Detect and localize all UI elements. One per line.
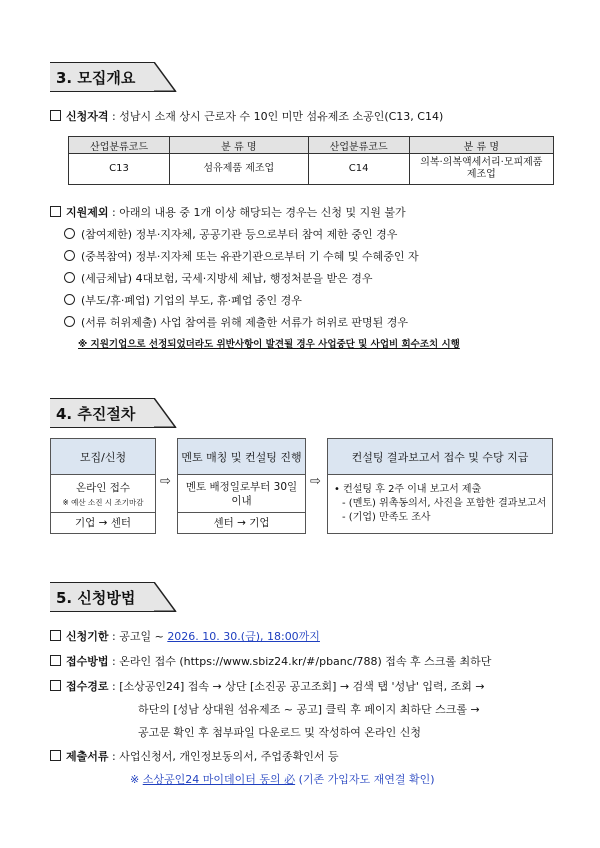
exclusion-text: : 아래의 내용 중 1개 이상 해당되는 경우는 신청 및 지원 불가 bbox=[112, 206, 406, 219]
step-1-foot: 기업 → 센터 bbox=[74, 517, 132, 529]
eligibility-text: : 성남시 소재 상시 근로자 수 10인 미만 섬유제조 소공인(C13, C14) bbox=[112, 110, 444, 123]
method-line bbox=[50, 655, 491, 669]
eligibility-label: 신청자격 bbox=[66, 110, 109, 123]
table-header: 분 류 명 bbox=[409, 137, 553, 154]
route-line-2: 하단의 [성남 상대원 섬유제조 ~ 공고] 클릭 후 페이지 최하단 스크롤 → bbox=[138, 703, 480, 716]
section-3-header bbox=[50, 62, 180, 92]
route-text: : [소상공인24] 접속 → 상단 [소진공 공고조회] → 검색 탭 '성남' 입력, 조회 → bbox=[112, 680, 485, 693]
exclusion-item-text: (부도/휴·폐업) 기업의 부도, 휴·폐업 중인 경우 bbox=[81, 294, 302, 307]
table-cell-line: 제조업 bbox=[466, 169, 496, 180]
checkbox-icon bbox=[50, 750, 61, 761]
period-line bbox=[50, 630, 320, 644]
checkbox-icon bbox=[50, 680, 61, 691]
process-step-2 bbox=[177, 438, 306, 534]
section-5-header bbox=[50, 582, 180, 612]
exclusion-item-text: (참여제한) 정부·지자체, 공공기관 등으로부터 참여 제한 중인 경우 bbox=[81, 228, 398, 241]
section-4-title: 4. 추진절차 bbox=[56, 405, 136, 423]
step-1-head: 모집/신청 bbox=[51, 439, 155, 475]
circle-bullet-icon bbox=[64, 272, 75, 283]
table-header: 산업분류코드 bbox=[69, 137, 170, 154]
table-cell-line: 의복·의복액세서리·모피제품 bbox=[420, 157, 543, 168]
checkbox-icon bbox=[50, 655, 61, 666]
checkbox-icon bbox=[50, 110, 61, 121]
header-tab-shape bbox=[154, 398, 184, 428]
step-3-list bbox=[334, 483, 546, 525]
docs-text: : 사업신청서, 개인정보동의서, 주업종확인서 등 bbox=[112, 750, 339, 763]
process-step-3 bbox=[327, 438, 553, 534]
period-label: 신청기한 bbox=[66, 630, 109, 643]
method-label: 접수방법 bbox=[66, 655, 109, 668]
industry-code-table bbox=[68, 136, 554, 185]
step-3-item: • 컨설팅 후 2주 이내 보고서 제출 bbox=[334, 484, 482, 495]
section-3-title: 3. 모집개요 bbox=[56, 69, 136, 87]
route-label: 접수경로 bbox=[66, 680, 109, 693]
checkbox-icon bbox=[50, 630, 61, 641]
header-tab-shape bbox=[154, 582, 184, 612]
process-step-1 bbox=[50, 438, 156, 534]
circle-bullet-icon bbox=[64, 316, 75, 327]
mydata-note bbox=[130, 773, 435, 787]
circle-bullet-icon bbox=[64, 228, 75, 239]
exclusion-item bbox=[64, 250, 419, 264]
circle-bullet-icon bbox=[64, 294, 75, 305]
step-3-item: - (기업) 만족도 조사 bbox=[342, 512, 431, 523]
method-text: : 온라인 접수 (https://www.sbiz24.kr/#/pbanc/788) 접속 후 스크롤 최하단 bbox=[112, 655, 492, 668]
exclusion-line bbox=[50, 206, 406, 220]
mydata-note-suffix: (기존 가입자도 재연결 확인) bbox=[295, 773, 435, 786]
exclusion-item bbox=[64, 272, 372, 286]
step-2-body-1: 멘토 배정일로부터 30일 bbox=[185, 481, 298, 493]
step-1-body: 온라인 접수 bbox=[75, 482, 131, 494]
header-tab-shape bbox=[154, 62, 184, 92]
section-5-title: 5. 신청방법 bbox=[56, 589, 136, 607]
step-2-foot: 센터 → 기업 bbox=[213, 517, 270, 529]
table-cell: C13 bbox=[69, 154, 170, 185]
deadline-text: 2026. 10. 30.(금), 18:00까지 bbox=[167, 630, 320, 643]
docs-label: 제출서류 bbox=[66, 750, 109, 763]
step-2-body-2: 이내 bbox=[231, 495, 252, 507]
exclusion-item bbox=[64, 316, 408, 330]
circle-bullet-icon bbox=[64, 250, 75, 261]
docs-line bbox=[50, 750, 339, 764]
route-line bbox=[50, 680, 485, 694]
exclusion-item bbox=[64, 294, 302, 308]
exclusion-label: 지원제외 bbox=[66, 206, 109, 219]
step-2-head: 멘토 매칭 및 컨설팅 진행 bbox=[178, 439, 305, 475]
table-cell: 섬유제품 제조업 bbox=[170, 154, 309, 185]
route-line-3: 공고문 확인 후 첨부파일 다운로드 및 작성하여 온라인 신청 bbox=[138, 726, 421, 739]
mydata-note-prefix: ※ bbox=[130, 773, 143, 786]
exclusion-item-text: (서류 허위제출) 사업 참여를 위해 제출한 서류가 허위로 판명된 경우 bbox=[81, 316, 408, 329]
violation-note: ※ 지원기업으로 선정되었더라도 위반사항이 발견될 경우 사업중단 및 사업비 회수조치 시행 bbox=[78, 339, 460, 350]
step-3-item: - (멘토) 위촉동의서, 사진을 포함한 결과보고서 bbox=[342, 498, 547, 509]
step-3-head: 컨설팅 결과보고서 접수 및 수당 지급 bbox=[328, 439, 552, 475]
checkbox-icon bbox=[50, 206, 61, 217]
table-header: 산업분류코드 bbox=[308, 137, 409, 154]
table-cell: C14 bbox=[308, 154, 409, 185]
period-prefix: : 공고일 ~ bbox=[112, 630, 168, 643]
table-cell bbox=[409, 154, 553, 185]
exclusion-item bbox=[64, 228, 397, 242]
mydata-consent-link[interactable]: 소상공인24 마이데이터 동의 必 bbox=[142, 773, 296, 786]
exclusion-item-text: (세금체납) 4대보험, 국세·지방세 체납, 행정처분을 받은 경우 bbox=[81, 272, 373, 285]
exclusion-item-text: (중복참여) 정부·지자체 또는 유관기관으로부터 기 수혜 및 수혜중인 자 bbox=[81, 250, 419, 263]
eligibility-line bbox=[50, 110, 443, 124]
right-arrow-icon: ⇨ bbox=[160, 474, 171, 489]
step-1-sub: ※ 예산 소진 시 조기마감 bbox=[62, 498, 144, 507]
table-header: 분 류 명 bbox=[170, 137, 309, 154]
right-arrow-icon: ⇨ bbox=[310, 474, 321, 489]
section-4-header bbox=[50, 398, 180, 428]
